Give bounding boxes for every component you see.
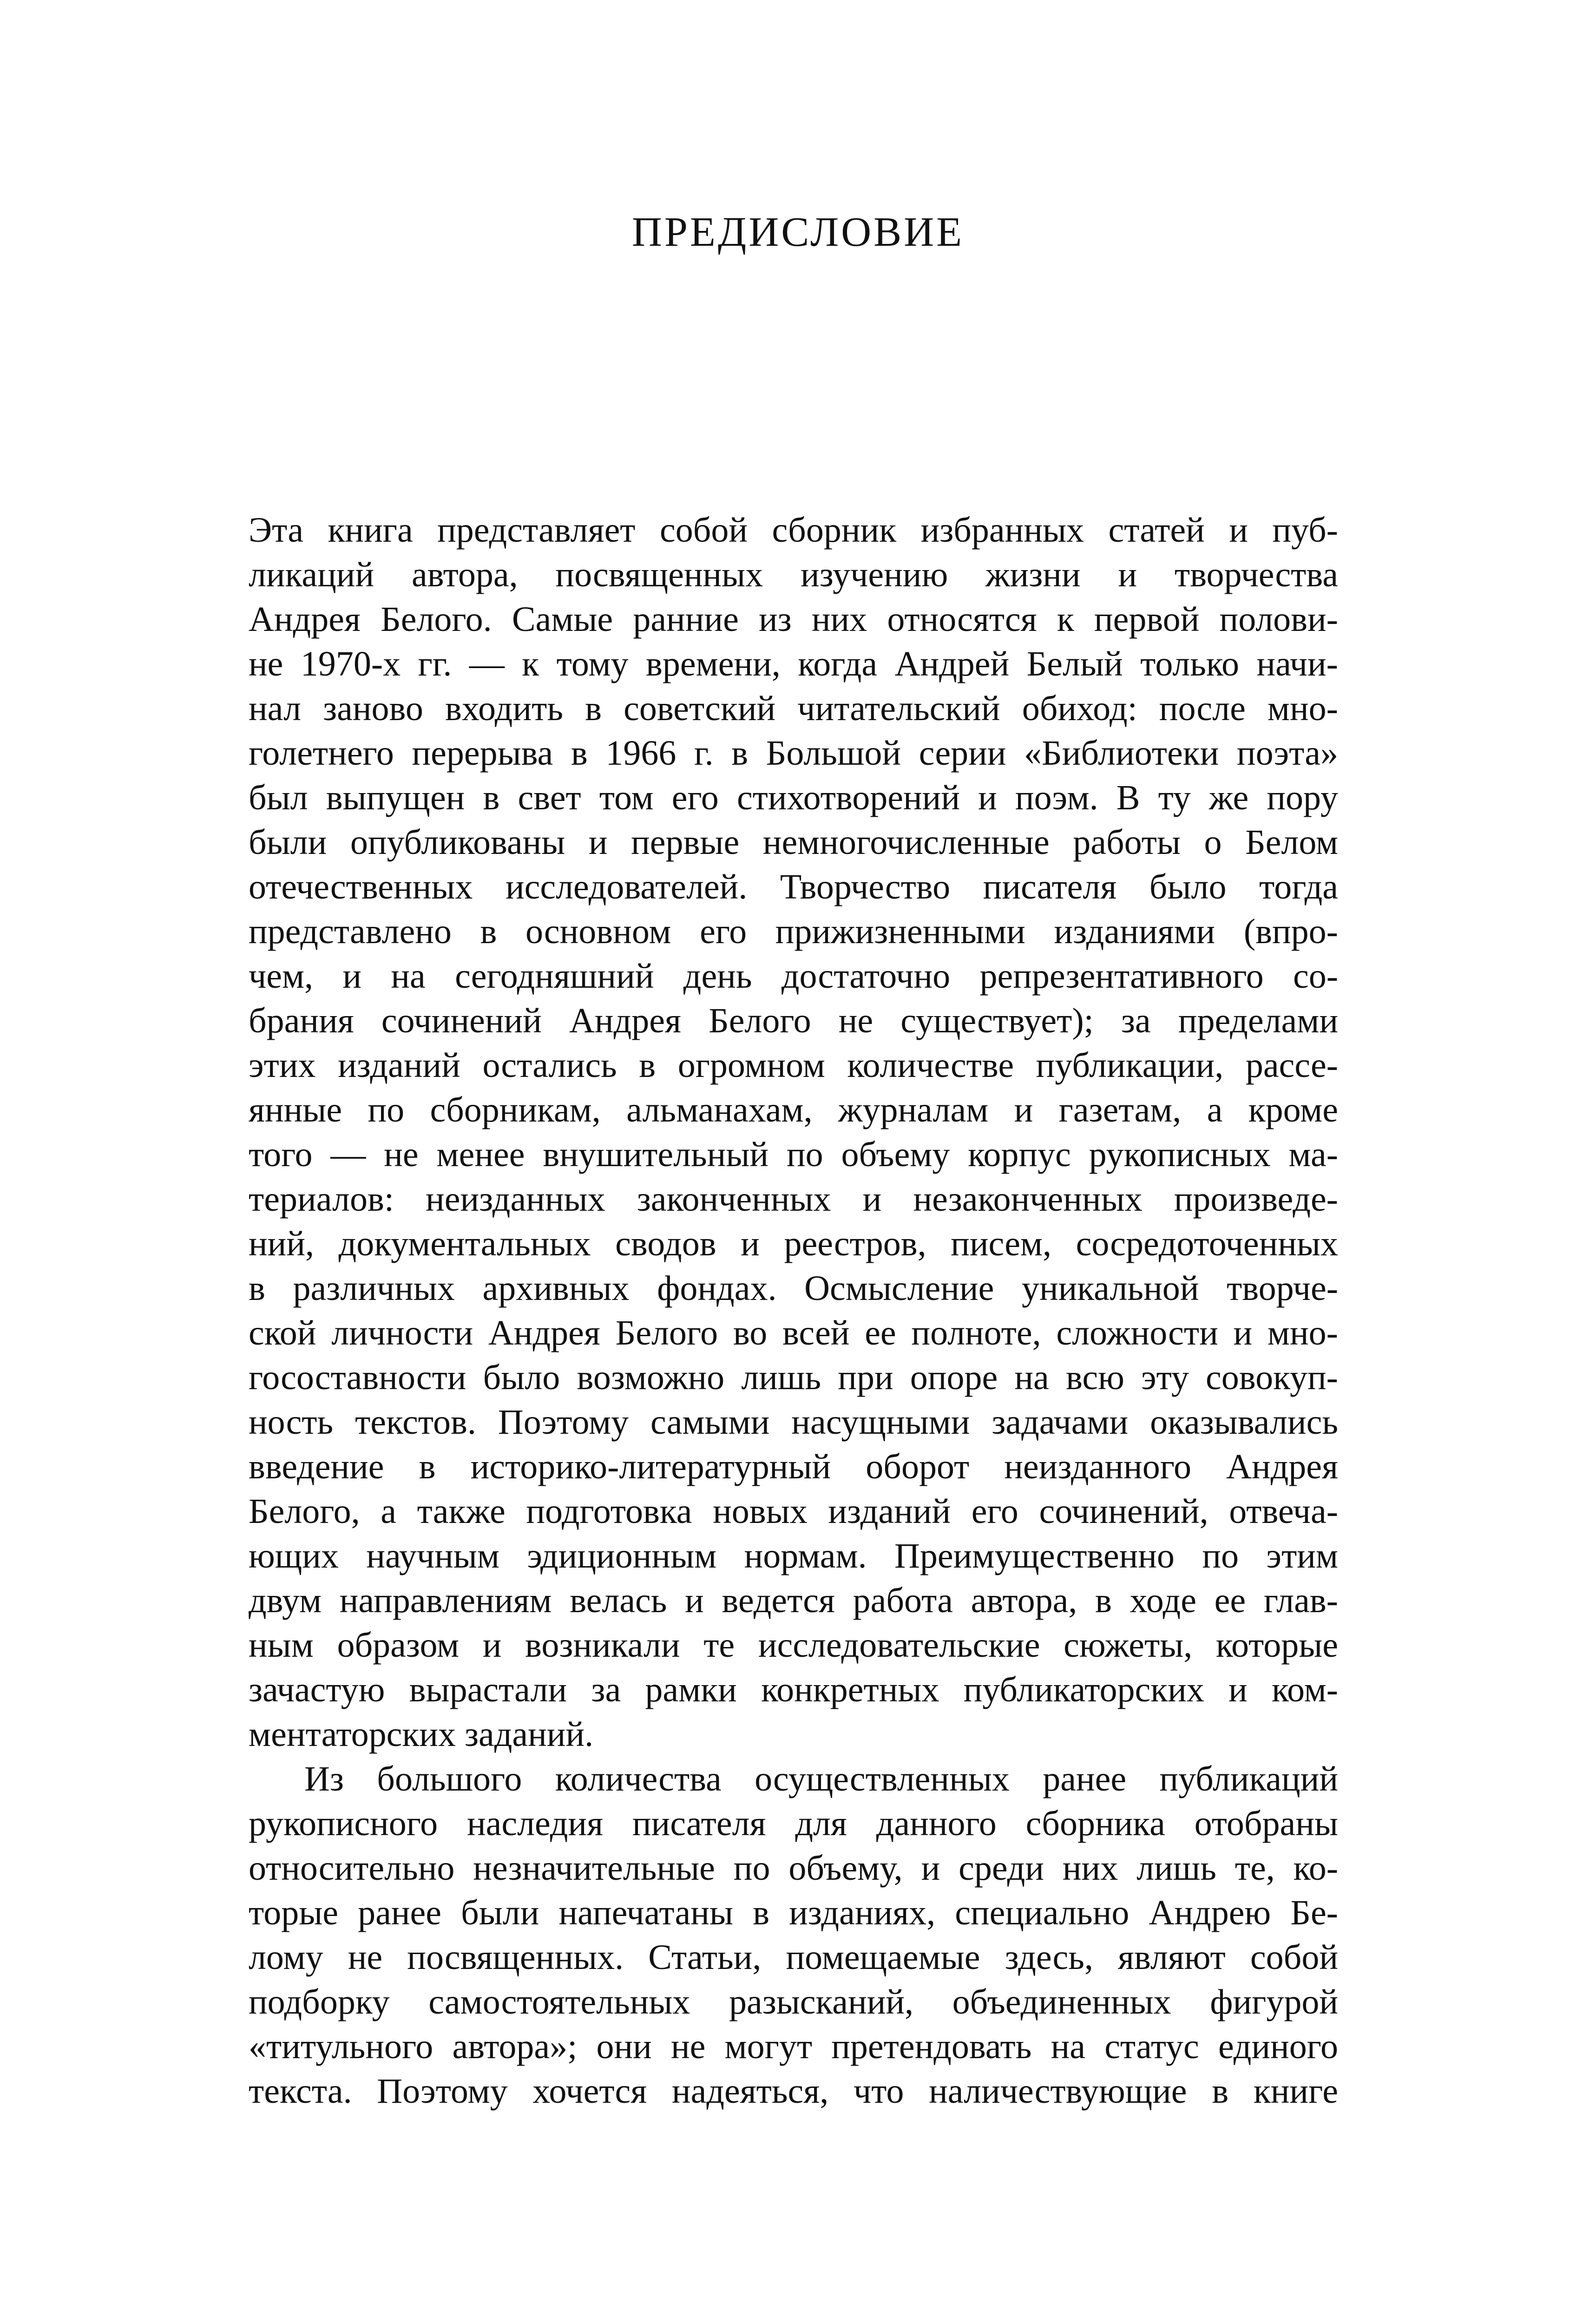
text-line: ющих научным эдиционным нормам. Преимущественно по этим xyxy=(249,1536,1338,1575)
text-line: Эта книга представляет собой сборник избранных статей и пуб- xyxy=(249,511,1338,550)
text-line: текста. Поэтому хочется надеяться, что наличествующие в книге xyxy=(249,2072,1338,2111)
text-line: был выпущен в свет том его стихотворений и поэм. В ту же пору xyxy=(249,778,1338,817)
text-line: рукописного наследия писателя для данного сборника отобраны xyxy=(249,1804,1338,1843)
text-line: отечественных исследователей. Творчество писателя было тогда xyxy=(249,867,1338,906)
text-line: зачастую вырастали за рамки конкретных публикаторских и ком- xyxy=(249,1670,1338,1709)
text-line: ликаций автора, посвященных изучению жизни и творчества xyxy=(249,555,1338,594)
text-line: ментаторских заданий. xyxy=(249,1715,594,1754)
text-line: янные по сборникам, альманахам, журналам и газетам, а кроме xyxy=(249,1090,1338,1129)
text-line: Андрея Белого. Самые ранние из них относятся к первой полови- xyxy=(249,600,1338,639)
text-line: ным образом и возникали те исследовательские сюжеты, которые xyxy=(249,1626,1338,1665)
text-line: торые ранее были напечатаны в изданиях, специально Андрею Бе- xyxy=(249,1893,1338,1932)
text-line: брания сочинений Андрея Белого не существует); за пределами xyxy=(249,1001,1338,1040)
text-line: двум направлениям велась и ведется работа автора, в ходе ее глав- xyxy=(249,1581,1338,1620)
text-line: «титульного автора»; они не могут претендовать на статус единого xyxy=(249,2027,1338,2066)
text-line: лому не посвященных. Статьи, помещаемые здесь, являют собой xyxy=(249,1938,1338,1977)
text-line: относительно незначительные по объему, и среди них лишь те, ко- xyxy=(249,1849,1338,1888)
text-line: Белого, а также подготовка новых изданий его сочинений, отвеча- xyxy=(249,1492,1338,1531)
text-line: не 1970-х гг. — к тому времени, когда Андрей Белый только начи- xyxy=(249,644,1338,683)
paragraph-2 xyxy=(249,1757,1338,2113)
text-line: чем, и на сегодняшний день достаточно репрезентативного со- xyxy=(249,957,1338,996)
text-line: териалов: неизданных законченных и незаконченных произведе- xyxy=(249,1180,1338,1219)
text-line: ний, документальных сводов и реестров, писем, сосредоточенных xyxy=(249,1224,1338,1263)
text-line: того — не менее внушительный по объему корпус рукописных ма- xyxy=(249,1135,1338,1174)
text-line: госоставности было возможно лишь при опоре на всю эту совокуп- xyxy=(249,1358,1338,1397)
text-line: нал заново входить в советский читательский обиход: после мно- xyxy=(249,689,1338,728)
text-line: в различных архивных фондах. Осмысление уникальной творче- xyxy=(249,1269,1338,1308)
text-line: ность текстов. Поэтому самыми насущными задачами оказывались xyxy=(249,1403,1338,1442)
body-text xyxy=(249,508,1338,2113)
text-line: Из большого количества осуществленных ранее публикаций xyxy=(304,1759,1338,1798)
paragraph-1 xyxy=(249,508,1338,1757)
text-line: подборку самостоятельных разысканий, объединенных фигурой xyxy=(249,1982,1338,2021)
text-line: голетнего перерыва в 1966 г. в Большой серии «Библиотеки поэта» xyxy=(249,734,1338,773)
page-title: ПРЕДИСЛОВИЕ xyxy=(631,209,965,255)
text-line: были опубликованы и первые немногочисленные работы о Белом xyxy=(249,823,1338,862)
text-line: представлено в основном его прижизненными изданиями (впро- xyxy=(249,912,1338,951)
text-line: этих изданий остались в огромном количестве публикации, рассе- xyxy=(249,1046,1338,1085)
text-line: ской личности Андрея Белого во всей ее полноте, сложности и мно- xyxy=(249,1313,1338,1352)
text-line: введение в историко-литературный оборот неизданного Андрея xyxy=(249,1447,1338,1486)
